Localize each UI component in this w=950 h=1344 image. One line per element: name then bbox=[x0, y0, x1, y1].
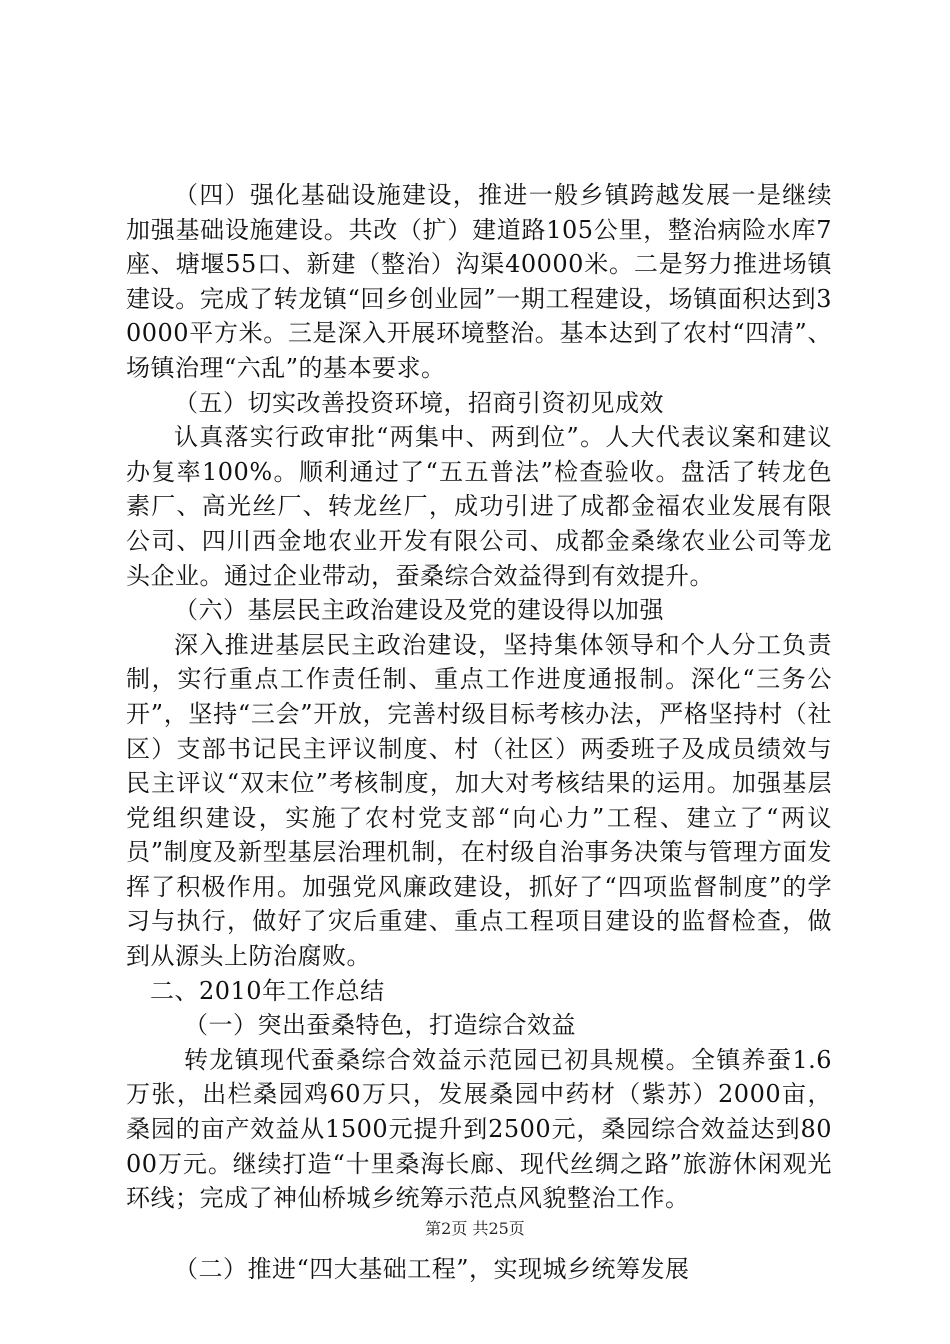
paragraph-investment: 认真落实行政审批“两集中、两到位”。人大代表议案和建议办复率100%。顺利通过了“五五普法”检查验收。盘活了转龙色素厂、高光丝厂、转龙丝厂，成功引进了成都金福农业发展有限公司、四川西金地农业开发有限公司、成都金桑缘农业公司等龙头企业。通过企业带动，蚕桑综合效益得到有效提升。 bbox=[126, 423, 832, 590]
paragraph-infrastructure: （四）强化基础设施建设，推进一般乡镇跨越发展一是继续加强基础设施建设。共改（扩）建道路105公里，整治病险水库7座、塘堰55口、新建（整治）沟渠40000米。二是努力推进场镇建设。完成了转龙镇“回乡创业园”一期工程建设，场镇面积达到30000平方米。三是深入开展环境整治。基本达到了农村“四清”、场镇治理“六乱”的基本要求。 bbox=[126, 181, 832, 382]
heading-sericulture: （一）突出蚕桑特色，打造综合效益 bbox=[184, 1011, 576, 1040]
paragraph-grassroots-democracy: 深入推进基层民主政治建设，坚持集体领导和个人分工负责制，实行重点工作责任制、重点工作进度通报制。深化“三务公开”，坚持“三会”开放，完善村级目标考核办法，严格坚持村（社区）支部书记民主评议制度、村（社区）两委班子及成员绩效与民主评议“双末位”考核制度，加大对考核结果的运用。加强基层党组织建设，实施了农村党支部“向心力”工程、建立了“两议员”制度及新型基层治理机制，在村级自治事务决策与管理方面发挥了积极作用。加强党风廉政建设，抓好了“四项监督制度”的学习与执行，做好了灾后重建、重点工程项目建设的监督检查，做到从源头上防治腐败。 bbox=[126, 630, 832, 971]
heading-grassroots-democracy: （六）基层民主政治建设及党的建设得以加强 bbox=[174, 596, 664, 625]
paragraph-sericulture: 转龙镇现代蚕桑综合效益示范园已初具规模。全镇养蚕1.6万张，出栏桑园鸡60万只，发展桑园中药材（紫苏）2000亩，桑园的亩产效益从1500元提升到2500元，桑园综合效益达到8000万元。继续打造“十里桑海长廊、现代丝绸之路”旅游休闲观光环线；完成了神仙桥城乡统筹示范点风貌整治工作。 bbox=[126, 1045, 832, 1213]
page-footer: 第2页 共25页 bbox=[425, 1219, 525, 1238]
heading-investment-environment: （五）切实改善投资环境，招商引资初见成效 bbox=[174, 388, 664, 417]
section-heading-2010-summary: 二、2010年工作总结 bbox=[150, 976, 385, 1005]
body-text bbox=[126, 178, 832, 1286]
heading-four-major-projects: （二）推进“四大基础工程”，实现城乡统筹发展 bbox=[174, 1254, 690, 1283]
